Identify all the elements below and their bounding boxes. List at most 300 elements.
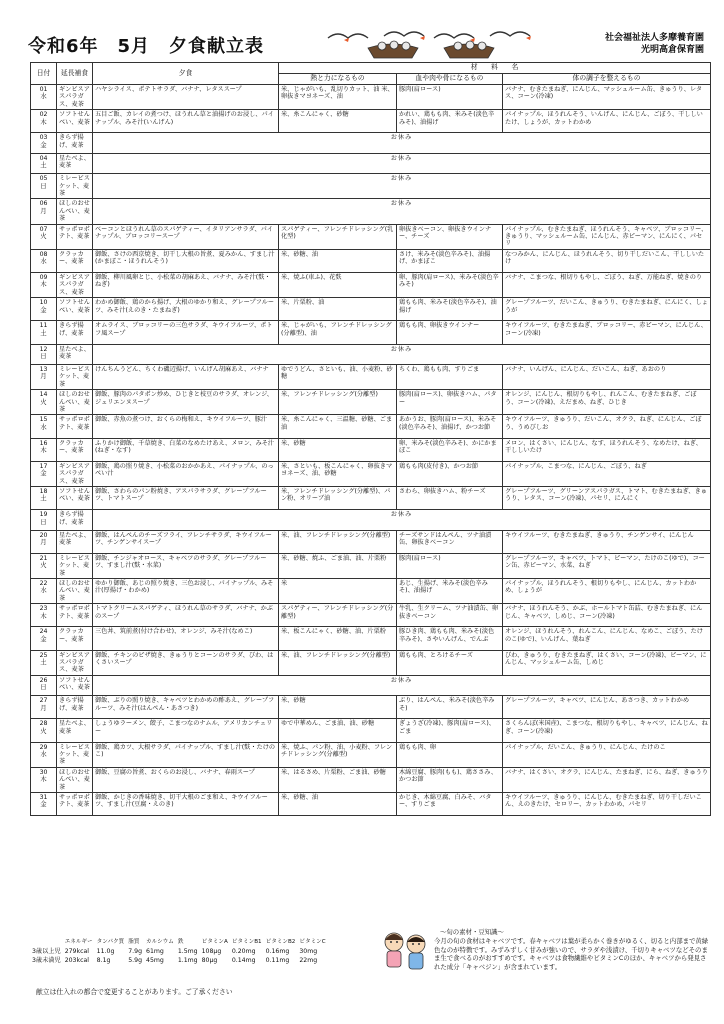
- energy-foods-cell: 米、さといも、板こんにゃく、卵抜きマヨネーズ、油、砂糖: [279, 461, 397, 486]
- day-of-week: 日: [40, 517, 47, 526]
- energy-foods-cell: 米、焼ふ(車ふ)、花麩: [279, 273, 397, 298]
- energy-foods-cell: 米、フレンチドレッシング(分離型): [279, 390, 397, 415]
- day-cell: [31, 767, 57, 792]
- day-number: 26: [39, 676, 48, 684]
- blood-foods-cell: 牛乳、生クリーム、ツナ油漬缶、卵抜きベーコン: [397, 604, 503, 627]
- blood-foods-cell: あじ、生揚げ、米みそ(淡色辛みそ)、油揚げ: [397, 579, 503, 604]
- nutrient-value: 1.5mg: [177, 948, 198, 955]
- nutrient-value: 0.14mg: [231, 957, 256, 964]
- header-snack: 延長補食: [57, 63, 93, 85]
- dinner-menu-cell: 御飯、かじきの香味焼き、切干大根のごま和え、キウイフルーツ、すまし汁(豆腐・えのき): [93, 793, 279, 816]
- snack-cell: ミレービスケット、麦茶: [57, 174, 93, 199]
- dinner-menu-cell: ふりかけ御飯、千草焼き、白菜のなめたけあえ、メロン、みそ汁(ねぎ・なす): [93, 438, 279, 461]
- dinner-menu-cell: 御飯、チキンのピザ焼き、きゅうりとコーンのサラダ、びわ、はくさいスープ: [93, 650, 279, 675]
- dinner-menu-cell: ゆかり御飯、あじの照り焼き、三色お浸し、パイナップル、みそ汁(厚揚げ・わかめ): [93, 579, 279, 604]
- nutrient-value: 0.11mg: [265, 957, 290, 964]
- day-cell: [31, 133, 57, 153]
- dinner-menu-cell: 御飯、さけの西京焼き、切干し大根の旨煮、夏みかん、すまし汁(かまぼこ・ほうれんそう): [93, 249, 279, 272]
- blood-foods-cell: 卵抜きベーコン、卵抜きウインナー、チーズ: [397, 224, 503, 249]
- day-of-week: 金: [40, 800, 47, 809]
- day-of-week: 火: [40, 232, 47, 241]
- day-cell: [31, 650, 57, 675]
- day-cell: [31, 110, 57, 133]
- energy-foods-cell: 米、油、フレンチドレッシング(分離型): [279, 530, 397, 553]
- seasonal-tip-title: ～旬の素材・豆知識～: [440, 928, 504, 936]
- dinner-menu-cell: 三色丼、筑前煮(付け合わせ)、オレンジ、みそ汁(なめこ): [93, 627, 279, 650]
- condition-foods-cell: パイナップル、ほうれんそう、根切りもやし、にんじん、カットわかめ、しょうが: [503, 579, 711, 604]
- condition-foods-cell: パイナップル、こまつな、にんじん、ごぼう、ねぎ: [503, 461, 711, 486]
- day-row: [31, 249, 711, 272]
- nutrient-header: 脂質: [128, 939, 140, 945]
- holiday-cell: お休み: [93, 675, 711, 695]
- day-of-week: 木: [40, 280, 47, 289]
- day-of-week: 火: [40, 726, 47, 735]
- day-number: 23: [39, 605, 48, 613]
- day-number: 20: [39, 531, 48, 539]
- nutrient-value: 45mg: [146, 957, 164, 964]
- energy-foods-cell: 米、じゃがいも、乱切りカット、油 米、卵抜きマヨネーズ、油: [279, 85, 397, 110]
- day-of-week: 月: [40, 538, 47, 547]
- snack-cell: きらず揚げ、麦茶: [57, 133, 93, 153]
- day-number: 14: [39, 391, 48, 399]
- nutrient-value: 0.20mg: [231, 948, 256, 955]
- snack-cell: ソフトせんべい、麦茶: [57, 675, 93, 695]
- snack-cell: クラッカー、麦茶: [57, 438, 93, 461]
- nutrient-value: 80μg: [201, 957, 218, 964]
- day-row: [31, 579, 711, 604]
- nutrient-value: 8.1g: [96, 957, 111, 964]
- day-cell: [31, 793, 57, 816]
- dinner-menu-cell: けんちんうどん、ちくわ磯辺揚げ、いんげん胡麻あえ、バナナ: [93, 365, 279, 390]
- snack-cell: ミレービスケット、麦茶: [57, 742, 93, 767]
- day-number: 21: [39, 554, 48, 562]
- day-row: [31, 110, 711, 133]
- condition-foods-cell: バナナ、むきたまねぎ、にんじん、マッシュルーム缶、きゅうり、レタス、コーン(冷凍): [503, 85, 711, 110]
- condition-foods-cell: びわ、きゅうり、むきたまねぎ、はくさい、コーン(冷凍)、ピーマン、にんじん、マッシュルーム缶、しめじ: [503, 650, 711, 675]
- day-of-week: 金: [40, 140, 47, 149]
- dinner-menu-cell: オムライス、ブロッコリーの三色サラダ、キウイフルーツ、ポトフ風スープ: [93, 321, 279, 344]
- day-row: [31, 793, 711, 816]
- change-notice: 献立は仕入れの都合で変更することがあります。ご了承ください: [36, 988, 233, 996]
- snack-cell: ギンビスアスパラガス、麦茶: [57, 461, 93, 486]
- header-blood: 血や肉や骨になるもの: [397, 74, 503, 85]
- day-number: 04: [39, 154, 48, 162]
- day-row: [31, 344, 711, 364]
- nutrient-header: タンパク質: [96, 939, 125, 945]
- day-cell: [31, 298, 57, 321]
- day-number: 28: [39, 720, 48, 728]
- blood-foods-cell: チーズサンドはんぺん、ツナ油漬缶、卵抜きベーコン: [397, 530, 503, 553]
- day-of-week: 土: [40, 494, 47, 503]
- energy-foods-cell: 米、砂糖、焼ふ、ごま油、油、片栗粉: [279, 553, 397, 578]
- blood-foods-cell: 豚肉(肩ロース): [397, 85, 503, 110]
- day-row: [31, 174, 711, 199]
- snack-cell: ほしのおせんべい、麦茶: [57, 390, 93, 415]
- day-number: 08: [39, 250, 48, 258]
- blood-foods-cell: ちくわ、鶏もも肉、すりごま: [397, 365, 503, 390]
- energy-foods-cell: スパゲティー、フレンチドレッシング(乳化型): [279, 224, 397, 249]
- energy-foods-cell: 米、はるさめ、片栗粉、ごま油、砂糖: [279, 767, 397, 792]
- day-row: [31, 461, 711, 486]
- day-cell: [31, 461, 57, 486]
- day-cell: [31, 415, 57, 438]
- blood-foods-cell: 鶏もも肉、とろけるチーズ: [397, 650, 503, 675]
- day-of-week: 日: [40, 181, 47, 190]
- day-cell: [31, 365, 57, 390]
- nutrient-header: ビタミンB1: [231, 939, 262, 945]
- day-number: 15: [39, 416, 48, 424]
- day-of-week: 水: [40, 422, 47, 431]
- blood-foods-cell: 鶏もも肉(皮付き)、かつお節: [397, 461, 503, 486]
- holiday-cell: お休み: [93, 344, 711, 364]
- day-of-week: 木: [40, 446, 47, 455]
- snack-cell: きらず揚げ、麦茶: [57, 696, 93, 719]
- snack-cell: ソフトせんべい、麦茶: [57, 487, 93, 510]
- day-number: 09: [39, 274, 48, 282]
- condition-foods-cell: キウイフルーツ、きゅうり、だいこん、オクラ、ねぎ、にんじん、ごぼう、うめびしお: [503, 415, 711, 438]
- blood-foods-cell: かれい、鶏もも肉、米みそ(淡色辛みそ)、油揚げ: [397, 110, 503, 133]
- snack-cell: ミレービスケット、麦茶: [57, 553, 93, 578]
- day-number: 16: [39, 439, 48, 447]
- condition-foods-cell: グレープフルーツ、キャベツ、トマト、ピーマン、たけのこ(ゆで)、コーン缶、赤ピーマン、水菜、ねぎ: [503, 553, 711, 578]
- day-number: 03: [39, 134, 48, 142]
- condition-foods-cell: バナナ、はくさい、オクラ、にんじん、たまねぎ、にら、ねぎ、きゅうり: [503, 767, 711, 792]
- energy-foods-cell: 米、焼ふ、パン粉、油、小麦粉、フレンチドレッシング(分離型): [279, 742, 397, 767]
- energy-foods-cell: 米、糸こんにゃく、砂糖: [279, 110, 397, 133]
- day-number: 25: [39, 651, 48, 659]
- day-cell: [31, 487, 57, 510]
- condition-foods-cell: バナナ、こまつな、根切りもやし、ごぼう、ねぎ、万能ねぎ、焼きのり: [503, 273, 711, 298]
- dinner-menu-cell: 御飯、赤魚の煮つけ、おくらの梅和え、キウイフルーツ、豚汁: [93, 415, 279, 438]
- nutrient-value: 30mg: [299, 948, 318, 955]
- condition-foods-cell: グレープフルーツ、グリーンアスパラガス、トマト、むきたまねぎ、きゅうり、レタス、コーン(冷凍)、パセリ、にんにく: [503, 487, 711, 510]
- day-row: [31, 675, 711, 695]
- nutrient-value: 203kcal: [64, 957, 89, 964]
- condition-foods-cell: メロン、はくさい、にんじん、なす、ほうれんそう、なめたけ、ねぎ、干ししいたけ: [503, 438, 711, 461]
- nutrient-value: 22mg: [299, 957, 318, 964]
- seasonal-tip: [434, 928, 710, 972]
- blood-foods-cell: あかうお、豚肉(肩ロース)、米みそ(淡色辛みそ)、油揚げ、かつお節: [397, 415, 503, 438]
- dinner-menu-cell: 御飯、豚肉のパタポン炒め、ひじきと枝豆のサラダ、オレンジ、ジュリエンヌスープ: [93, 390, 279, 415]
- snack-cell: ほしのおせんべい、麦茶: [57, 579, 93, 604]
- day-of-week: 月: [40, 703, 47, 712]
- snack-cell: 星たべよ、麦茶: [57, 530, 93, 553]
- snack-cell: ほしのおせんべい、麦茶: [57, 767, 93, 792]
- day-row: [31, 510, 711, 530]
- day-number: 10: [39, 299, 48, 307]
- condition-foods-cell: グレープフルーツ、キャベツ、にんじん、あさつき、カットわかめ: [503, 696, 711, 719]
- nutrient-value: 108μg: [201, 948, 222, 955]
- day-of-week: 木: [40, 611, 47, 620]
- dinner-menu-cell: 御飯、さわらのパン粉焼き、アスパラサラダ、グレープフルーツ、トマトスープ: [93, 487, 279, 510]
- day-of-week: 土: [40, 658, 47, 667]
- nutrient-value: 1.1mg: [177, 957, 198, 964]
- nutrient-header: エネルギー: [64, 939, 93, 945]
- day-cell: [31, 627, 57, 650]
- day-cell: [31, 675, 57, 695]
- header-condition: 体の調子を整えるもの: [503, 74, 711, 85]
- energy-foods-cell: ゆでうどん、さといも、油、小麦粉、砂糖: [279, 365, 397, 390]
- blood-foods-cell: さわら、卵抜きハム、粉チーズ: [397, 487, 503, 510]
- blood-foods-cell: 豚肉(肩ロース)、卵抜きハム、パター: [397, 390, 503, 415]
- day-number: 05: [39, 175, 48, 183]
- nutrient-value: 61mg: [146, 948, 164, 955]
- condition-foods-cell: なつみかん、にんじん、ほうれんそう、切り干しだいこん、干ししいたけ: [503, 249, 711, 272]
- menu-table: [30, 62, 711, 816]
- day-row: [31, 85, 711, 110]
- condition-foods-cell: オレンジ、ほうれんそう、れんこん、にんじん、なめこ、ごぼう、たけのこ(ゆで)、いんげん、葉ねぎ: [503, 627, 711, 650]
- day-cell: [31, 153, 57, 173]
- day-row: [31, 273, 711, 298]
- snack-cell: ミレービスケット、麦茶: [57, 365, 93, 390]
- energy-foods-cell: 米、砂糖: [279, 696, 397, 719]
- snack-cell: サッポロポテト、麦茶: [57, 224, 93, 249]
- condition-foods-cell: グレープフルーツ、だいこん、きゅうり、むきたまねぎ、にんにく、しょうが: [503, 298, 711, 321]
- condition-foods-cell: バナナ、ほうれんそう、かぶ、ホールトマト缶詰、むきたまねぎ、にんじん、キャベツ、しめじ、コーン(冷凍): [503, 604, 711, 627]
- children-illustration: [376, 926, 434, 976]
- blood-foods-cell: さけ、米みそ(淡色辛みそ)、油揚げ、かまぼこ: [397, 249, 503, 272]
- day-number: 11: [39, 322, 48, 330]
- holiday-cell: お休み: [93, 133, 711, 153]
- energy-foods-cell: 米、板こんにゃく、砂糖、油、片栗粉: [279, 627, 397, 650]
- nutrient-value: 11.0g: [96, 948, 115, 955]
- day-row: [31, 390, 711, 415]
- day-number: 29: [39, 743, 48, 751]
- dinner-menu-cell: 御飯、柳川風卵とじ、小松菜の胡麻あえ、バナナ、みそ汁(麩・ねぎ): [93, 273, 279, 298]
- day-row: [31, 199, 711, 224]
- day-cell: [31, 199, 57, 224]
- day-row: [31, 438, 711, 461]
- day-row: [31, 153, 711, 173]
- dinner-menu-cell: トマトクリームスパゲティ、ほうれん草のサラダ、バナナ、かぶのスープ: [93, 604, 279, 627]
- age-group-label: 3歳未満児: [32, 957, 61, 964]
- organization-name: 社会福祉法人多摩養育園: [604, 33, 704, 43]
- dinner-menu-cell: 御飯、鶏の照り焼き、小松菜のおかかあえ、パイナップル、のっぺい汁: [93, 461, 279, 486]
- dinner-menu-cell: 御飯、豆腐の旨煮、おくらのお浸し、バナナ、春雨スープ: [93, 767, 279, 792]
- day-of-week: 月: [40, 206, 47, 215]
- day-row: [31, 553, 711, 578]
- energy-foods-cell: 米、砂糖、油: [279, 793, 397, 816]
- organization: [605, 32, 704, 56]
- snack-cell: ギンビスアスパラガス、麦茶: [57, 85, 93, 110]
- snack-cell: きらず揚げ、麦茶: [57, 321, 93, 344]
- day-cell: [31, 273, 57, 298]
- day-row: [31, 415, 711, 438]
- snack-cell: クラッカー、麦茶: [57, 249, 93, 272]
- nutrient-value: 0.16mg: [265, 948, 290, 955]
- day-of-week: 木: [40, 775, 47, 784]
- snack-cell: 星たべよ、麦茶: [57, 344, 93, 364]
- dinner-menu-cell: 御飯、鶏カツ、大根サラダ、パイナップル、すまし汁(麩・たけのこ): [93, 742, 279, 767]
- day-cell: [31, 390, 57, 415]
- day-cell: [31, 696, 57, 719]
- snack-cell: ギンビスアスパラガス、麦茶: [57, 650, 93, 675]
- day-of-week: 金: [40, 305, 47, 314]
- day-row: [31, 696, 711, 719]
- condition-foods-cell: キウイフルーツ、むきたまねぎ、きゅうり、チンゲンサイ、にんじん: [503, 530, 711, 553]
- condition-foods-cell: パイナップル、ほうれんそう、いんげん、にんじん、ごぼう、干ししいたけ、しょうが、カットわかめ: [503, 110, 711, 133]
- blood-foods-cell: 鶏もも肉、米みそ(淡色辛みそ)、油揚げ: [397, 298, 503, 321]
- blood-foods-cell: 卵、豚肉(肩ロース)、米みそ(淡色辛みそ): [397, 273, 503, 298]
- header-ingredients: 材 料 名: [279, 63, 711, 74]
- day-cell: [31, 438, 57, 461]
- blood-foods-cell: 鶏もも肉、卵抜きウインナー: [397, 321, 503, 344]
- blood-foods-cell: 卵、米みそ(淡色辛みそ)、かにかまぼこ: [397, 438, 503, 461]
- holiday-cell: お休み: [93, 199, 711, 224]
- dinner-menu-cell: 御飯、ぶりの照り焼き、キャベツとわかめの酢あえ、グレープフルーツ、みそ汁(はんぺん・あさつき): [93, 696, 279, 719]
- day-row: [31, 365, 711, 390]
- day-of-week: 金: [40, 634, 47, 643]
- day-row: [31, 719, 711, 742]
- snack-cell: クラッカー、麦茶: [57, 627, 93, 650]
- day-number: 07: [39, 225, 48, 233]
- blood-foods-cell: 鶏もも肉、卵: [397, 742, 503, 767]
- day-number: 13: [39, 366, 48, 374]
- energy-foods-cell: 米、油、フレンチドレッシング(分離型): [279, 650, 397, 675]
- blood-foods-cell: 豚肉(肩ロース): [397, 553, 503, 578]
- condition-foods-cell: パイナップル、だいこん、きゅうり、にんじん、たけのこ: [503, 742, 711, 767]
- nutrient-header: ビタミンC: [299, 939, 326, 945]
- day-number: 17: [39, 462, 48, 470]
- day-row: [31, 298, 711, 321]
- day-of-week: 水: [40, 257, 47, 266]
- snack-cell: 星たべよ、麦茶: [57, 719, 93, 742]
- day-of-week: 金: [40, 469, 47, 478]
- age-group-label: 3歳以上児: [32, 948, 61, 955]
- snack-cell: サッポロポテト、麦茶: [57, 415, 93, 438]
- nutrient-value: 7.9g: [128, 948, 143, 955]
- energy-foods-cell: 米、糸こんにゃく、三温糖、砂糖、ごま油: [279, 415, 397, 438]
- snack-cell: サッポロポテト、麦茶: [57, 793, 93, 816]
- snack-cell: ソフトせんべい、麦茶: [57, 110, 93, 133]
- day-cell: [31, 742, 57, 767]
- dinner-menu-cell: わかめ御飯、鶏のから揚げ、大根のゆかり和え、グレープフルーツ、みそ汁(えのき・たまねぎ): [93, 298, 279, 321]
- blood-foods-cell: 豚ひき肉、鶏もも肉、米みそ(淡色辛みそ)、さやいんげん、でんぶ: [397, 627, 503, 650]
- day-row: [31, 767, 711, 792]
- dinner-menu-cell: 御飯、はんぺんのチーズフライ、フレンチサラダ、キウイフルーツ、チンゲンサイスープ: [93, 530, 279, 553]
- day-cell: [31, 321, 57, 344]
- snack-cell: ギンビスアスパラガス、麦茶: [57, 273, 93, 298]
- energy-foods-cell: ゆで中華めん、ごま油、油、砂糖: [279, 719, 397, 742]
- day-row: [31, 133, 711, 153]
- day-row: [31, 627, 711, 650]
- energy-foods-cell: 米、じゃがいも、フレンチドレッシング(分離型)、油: [279, 321, 397, 344]
- day-number: 22: [39, 580, 48, 588]
- day-of-week: 水: [40, 92, 47, 101]
- day-of-week: 日: [40, 683, 47, 692]
- dinner-menu-cell: ハヤシライス、ポテトサラダ、バナナ、レタススープ: [93, 85, 279, 110]
- day-cell: [31, 719, 57, 742]
- energy-foods-cell: 米、片栗粉、油: [279, 298, 397, 321]
- nursery-name: 光明高倉保育園: [640, 45, 704, 55]
- holiday-cell: お休み: [93, 510, 711, 530]
- day-number: 27: [39, 697, 48, 705]
- holiday-cell: お休み: [93, 153, 711, 173]
- page-title: 令和6年 5月 夕食献立表: [28, 36, 265, 57]
- snack-cell: きらず揚げ、麦茶: [57, 510, 93, 530]
- day-row: [31, 224, 711, 249]
- holiday-cell: お休み: [93, 174, 711, 199]
- nutrition-table: [30, 938, 328, 965]
- day-cell: [31, 553, 57, 578]
- energy-foods-cell: 米、砂糖: [279, 438, 397, 461]
- day-cell: [31, 85, 57, 110]
- header-dinner: 夕食: [93, 63, 279, 85]
- snack-cell: ほしのおせんべい、麦茶: [57, 199, 93, 224]
- day-of-week: 木: [40, 117, 47, 126]
- snack-cell: 星たべよ、麦茶: [57, 153, 93, 173]
- menu-body: [31, 85, 711, 816]
- condition-foods-cell: パイナップル、むきたまねぎ、ほうれんそう、キャベツ、ブロッコリー、きゅうり、マッシュルーム缶、にんじん、赤ピーマン、にんにく、パセリ: [503, 224, 711, 249]
- dinner-menu-cell: ベーコンとほうれん草のスパゲティー、イタリアンサラダ、パイナップル、ブロッコリースープ: [93, 224, 279, 249]
- day-number: 18: [39, 488, 48, 496]
- nutrient-header: 鉄: [177, 939, 184, 945]
- day-cell: [31, 510, 57, 530]
- snack-cell: サッポロポテト、麦茶: [57, 604, 93, 627]
- seasonal-tip-body: 今月の旬の食材はキャベツです。春キャベツは葉が柔らかく巻きがゆるく、切ると内部まで黄緑色なのが特徴です。みずみずしく甘みが強いので、サラダや浅漬け、千切りキャベツなどそのまま生で食べるのがおすすめです。キャベツは食物繊維やビタミンCのほか、キャベツから発見された成分「キャベジン」が含まれています。: [434, 936, 709, 972]
- day-row: [31, 487, 711, 510]
- day-row: [31, 321, 711, 344]
- day-number: 12: [39, 345, 48, 353]
- day-number: 06: [39, 200, 48, 208]
- blood-foods-cell: ぶり、はんぺん、米みそ(淡色辛みそ): [397, 696, 503, 719]
- footer: [30, 926, 710, 1016]
- day-cell: [31, 530, 57, 553]
- dinner-menu-cell: 御飯、チンジャオロース、キャベツのサラダ、グレープフルーツ、すまし汁(麩・水菜): [93, 553, 279, 578]
- day-number: 24: [39, 628, 48, 636]
- nutrient-header: カルシウム: [146, 939, 174, 945]
- day-of-week: 月: [40, 372, 47, 381]
- day-number: 19: [39, 511, 48, 519]
- day-cell: [31, 344, 57, 364]
- day-row: [31, 742, 711, 767]
- blood-foods-cell: ぎょうざ(冷凍)、豚肉(肩ロース)、ごま: [397, 719, 503, 742]
- day-of-week: 土: [40, 328, 47, 337]
- day-of-week: 水: [40, 750, 47, 759]
- condition-foods-cell: キウイフルーツ、むきたまねぎ、ブロッコリー、赤ピーマン、にんじん、コーン(冷凍): [503, 321, 711, 344]
- condition-foods-cell: バナナ、いんげん、にんじん、だいこん、ねぎ、あおのり: [503, 365, 711, 390]
- day-number: 01: [39, 86, 48, 93]
- energy-foods-cell: 米、フレンチドレッシング(分離型)、パン粉、オリーブ油: [279, 487, 397, 510]
- day-of-week: 火: [40, 561, 47, 570]
- blood-foods-cell: かじき、木綿豆腐、白みそ、バター、すりごま: [397, 793, 503, 816]
- blood-foods-cell: 木綿豆腐、豚肉(もも)、鶏ささみ、かつお節: [397, 767, 503, 792]
- day-number: 30: [39, 768, 48, 776]
- dinner-menu-cell: 五目ご飯、カレイの煮つけ、ほうれん草と油揚げのお浸し、パイナップル、みそ汁(いんげん): [93, 110, 279, 133]
- day-row: [31, 604, 711, 627]
- day-of-week: 土: [40, 161, 47, 170]
- day-cell: [31, 174, 57, 199]
- birds-illustration: [324, 26, 534, 60]
- day-of-week: 火: [40, 397, 47, 406]
- day-cell: [31, 224, 57, 249]
- energy-foods-cell: 米: [279, 579, 397, 604]
- energy-foods-cell: スパゲティー、フレンチドレッシング(分離型): [279, 604, 397, 627]
- day-number: 31: [39, 794, 48, 802]
- day-cell: [31, 604, 57, 627]
- day-cell: [31, 249, 57, 272]
- nutrient-header: ビタミンA: [201, 939, 228, 945]
- condition-foods-cell: さくらんぼ(米国産)、こまつな、根切りもやし、キャベツ、にんじん、ねぎ、コーン(冷凍): [503, 719, 711, 742]
- nutrient-value: 5.9g: [128, 957, 143, 964]
- page-header: [28, 26, 708, 62]
- snack-cell: ソフトせんべい、麦茶: [57, 298, 93, 321]
- day-row: [31, 650, 711, 675]
- condition-foods-cell: キウイフルーツ、きゅうり、にんじん、むきたまねぎ、切り干しだいこん、えのきたけ、セロリー、カットわかめ、パセリ: [503, 793, 711, 816]
- day-number: 02: [39, 111, 48, 119]
- dinner-menu-cell: しょうゆラーメン、餃子、こまつなのナムル、アメリカンチェリー: [93, 719, 279, 742]
- header-energy: 熱と力になるもの: [279, 74, 397, 85]
